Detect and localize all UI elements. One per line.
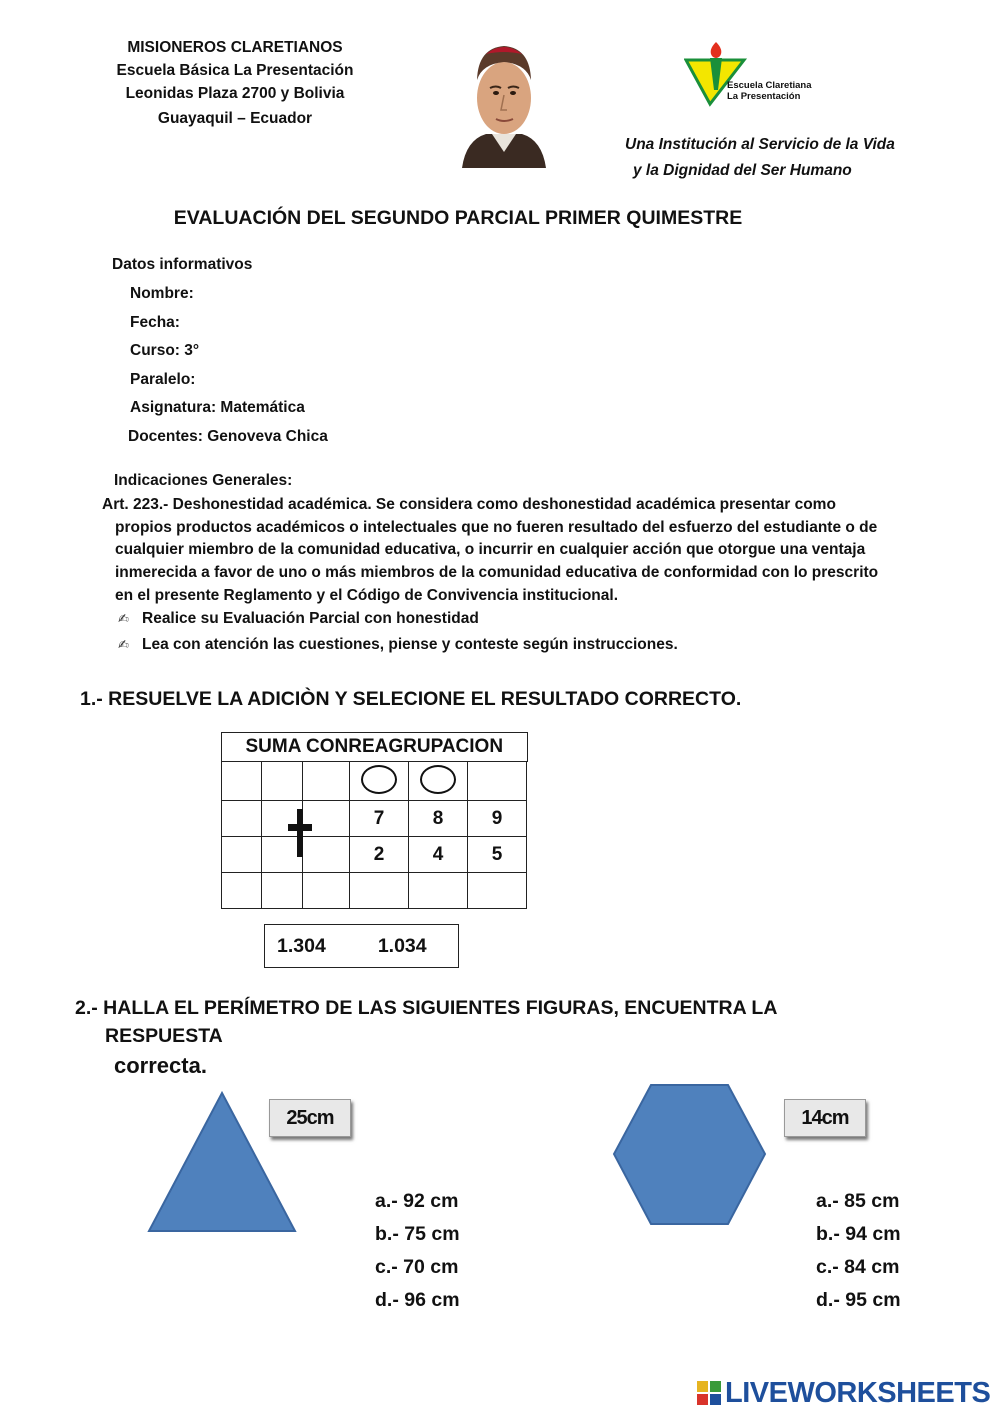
hexagon-side-label: 14cm xyxy=(784,1099,866,1137)
field-curso: Curso: 3° xyxy=(130,342,200,359)
logo-line: La Presentación xyxy=(727,91,801,102)
page-title: EVALUACIÓN DEL SEGUNDO PARCIAL PRIMER QUIMESTRE xyxy=(173,207,743,229)
logo-line: Escuela Claretiana xyxy=(727,80,812,91)
triangle-side-label: 25cm xyxy=(269,1099,351,1137)
indicaciones-heading: Indicaciones Generales: xyxy=(114,472,293,489)
option-1[interactable]: 1.304 xyxy=(277,934,326,957)
liveworksheets-logo xyxy=(697,1378,990,1408)
hexagon-answers xyxy=(816,1190,901,1322)
answer-cell[interactable] xyxy=(350,873,409,909)
field-docentes: Docentes: Genoveva Chica xyxy=(128,427,328,445)
answer-options xyxy=(264,924,459,968)
answer-option[interactable]: d.- 96 cm xyxy=(375,1289,460,1311)
answer-cell[interactable] xyxy=(409,873,468,909)
instruction-bullets xyxy=(118,610,678,662)
carry-cell[interactable] xyxy=(350,762,409,801)
answer-option[interactable]: b.- 75 cm xyxy=(375,1223,460,1245)
digit-cell: 2 xyxy=(350,837,409,873)
article-text xyxy=(102,494,914,608)
institution-line: Guayaquil – Ecuador xyxy=(157,110,313,127)
bullet-text: Lea con atención las cuestiones, piense y conteste según instrucciones. xyxy=(142,636,678,653)
answer-cell[interactable] xyxy=(468,873,527,909)
article-line: propios productos académicos o intelectuales que no fueren resultado del esfuerzo del estudiante o de xyxy=(115,518,878,536)
carry-cell[interactable] xyxy=(409,762,468,801)
answer-cell[interactable] xyxy=(262,873,303,909)
institution-line: Escuela Básica La Presentación xyxy=(116,62,354,79)
digit-cell: 7 xyxy=(350,801,409,837)
institution-line: MISIONEROS CLARETIANOS xyxy=(127,39,343,56)
brand-text: LIVEWORKSHEETS xyxy=(725,1376,991,1409)
writing-hand-icon: ✍ xyxy=(118,637,129,652)
digit-cell: 4 xyxy=(409,837,468,873)
plus-icon xyxy=(288,809,312,857)
question-2-line: correcta. xyxy=(114,1053,207,1078)
writing-hand-icon: ✍ xyxy=(118,611,129,626)
article-line: inmerecida a favor de uno o más miembros de la comunidad educativa de conformidad con lo prescrito xyxy=(115,564,879,582)
question-1-title: 1.- RESUELVE LA ADICIÒN Y SELECIONE EL RESULTADO CORRECTO. xyxy=(80,688,742,710)
carry-circle[interactable] xyxy=(420,765,456,794)
answer-option[interactable]: a.- 92 cm xyxy=(375,1190,459,1212)
option-2[interactable]: 1.034 xyxy=(377,934,427,957)
institution-header xyxy=(95,36,375,130)
answer-option[interactable]: c.- 84 cm xyxy=(816,1256,900,1278)
question-2-line: RESPUESTA xyxy=(105,1025,223,1047)
motto-line: Una Institución al Servicio de la Vida xyxy=(625,136,895,153)
question-2-title xyxy=(75,994,777,1080)
datos-heading: Datos informativos xyxy=(112,256,253,273)
digit-cell: 8 xyxy=(409,801,468,837)
digit-cell: 9 xyxy=(468,801,527,837)
question-2-line: 2.- HALLA EL PERÍMETRO DE LAS SIGUIENTES FIGURAS, ENCUENTRA LA xyxy=(75,997,778,1019)
answer-option[interactable]: d.- 95 cm xyxy=(816,1289,901,1311)
answer-option[interactable]: a.- 85 cm xyxy=(816,1190,900,1212)
answer-option[interactable]: c.- 70 cm xyxy=(375,1256,459,1278)
field-fecha: Fecha: xyxy=(130,313,180,331)
answer-cell[interactable] xyxy=(222,873,262,909)
list-item xyxy=(118,636,678,662)
addition-table xyxy=(221,732,528,909)
motto-line: y la Dignidad del Ser Humano xyxy=(633,162,852,179)
list-item xyxy=(118,610,678,636)
founder-portrait xyxy=(456,40,552,170)
triangle-answers xyxy=(375,1190,460,1322)
motto xyxy=(625,132,895,184)
answer-option[interactable]: b.- 94 cm xyxy=(816,1223,901,1245)
answer-cell[interactable] xyxy=(303,873,350,909)
datos-fields xyxy=(130,285,328,456)
institution-line: Leonidas Plaza 2700 y Bolivia xyxy=(125,85,345,102)
liveworksheets-icon xyxy=(697,1381,721,1405)
field-nombre: Nombre: xyxy=(130,285,194,302)
bullet-text: Realice su Evaluación Parcial con honestidad xyxy=(142,610,479,627)
article-line: cualquier miembro de la comunidad educativa, o incurrir en cualquier acción que otorgue una ventaja xyxy=(115,541,866,559)
article-line: Art. 223.- Deshonestidad académica. Se considera como deshonestidad académica presentar como xyxy=(102,496,836,513)
table-title: SUMA CONREAGRUPACION xyxy=(222,733,528,762)
plus-sign-cell xyxy=(262,801,303,837)
digit-cell: 5 xyxy=(468,837,527,873)
hexagon-shape xyxy=(611,1082,768,1227)
field-asignatura: Asignatura: Matemática xyxy=(130,399,305,416)
field-paralelo: Paralelo: xyxy=(130,370,196,388)
carry-circle[interactable] xyxy=(361,765,397,794)
article-line: en el presente Reglamento y el Código de Convivencia institucional. xyxy=(115,586,619,604)
logo-text xyxy=(727,80,812,102)
